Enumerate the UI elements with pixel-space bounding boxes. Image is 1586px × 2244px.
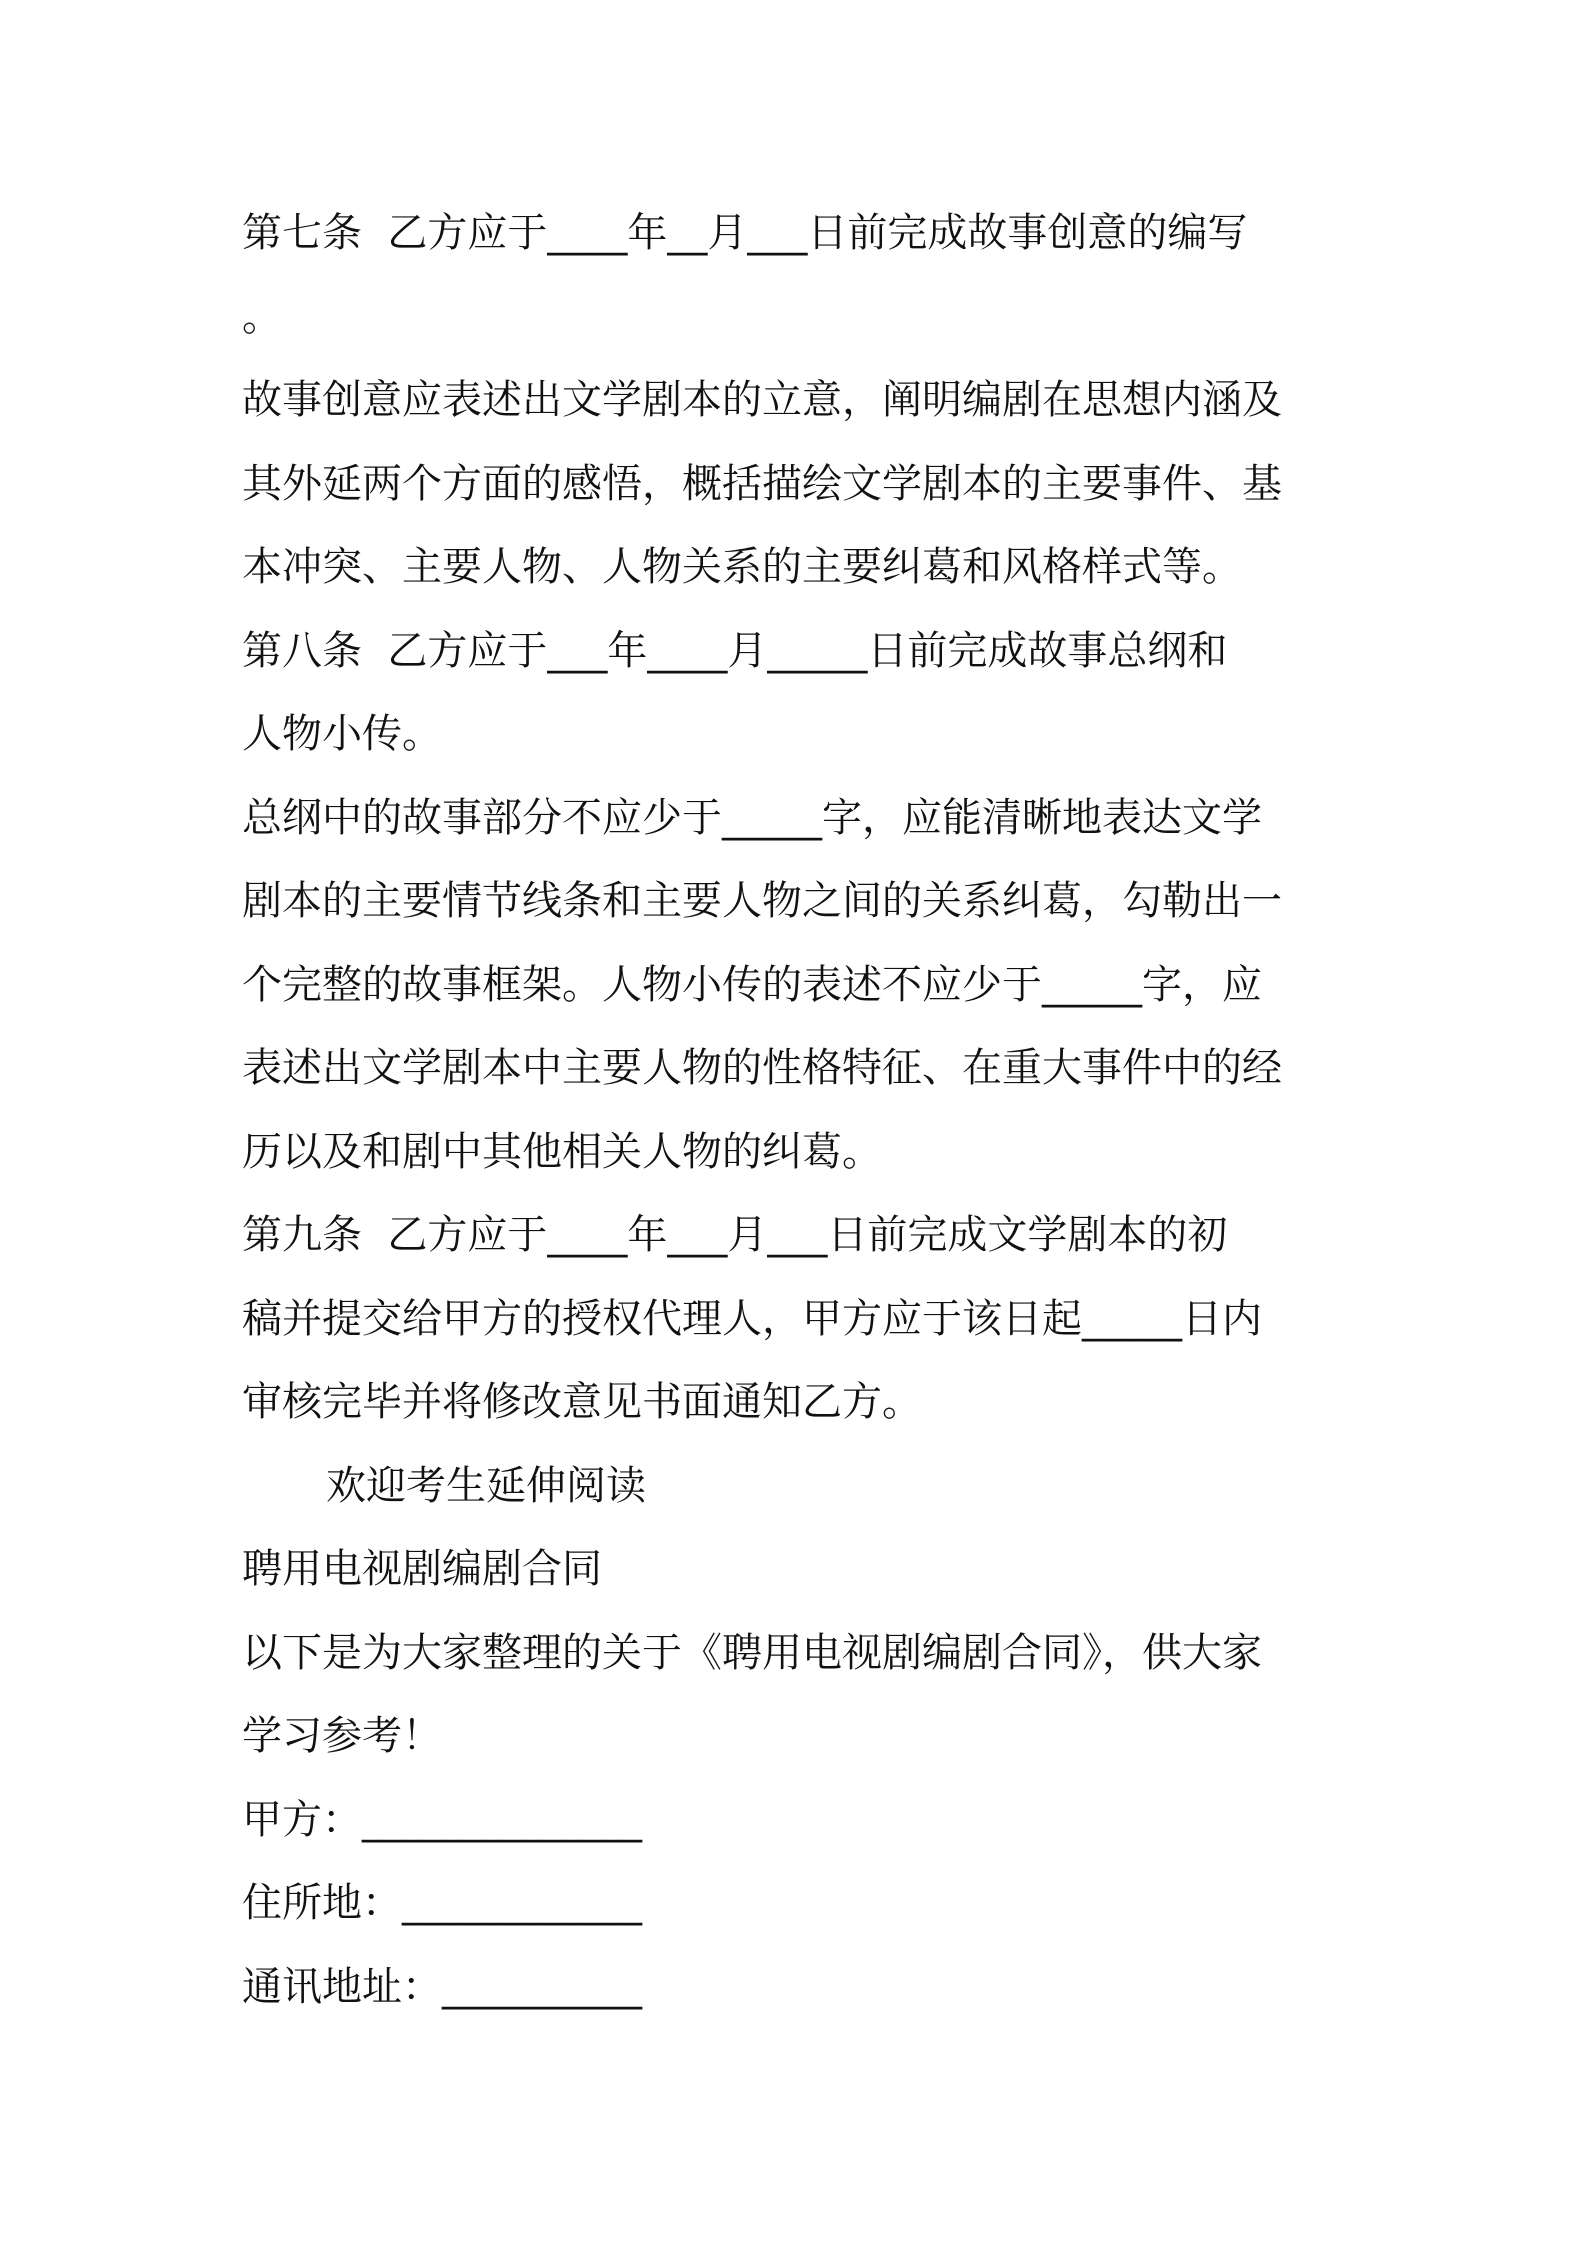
outline-paragraph-line-2: 剧本的主要情节线条和主要人物之间的关系纠葛，勾勒出一 xyxy=(242,878,1282,924)
article-8-line-2: 人物小传。 xyxy=(242,711,442,757)
party-a-field: 甲方：______________ xyxy=(242,1796,642,1843)
residence-field: 住所地：____________ xyxy=(242,1880,642,1926)
article-7-line-1: 第七条 乙方应于____年__月___日前完成故事创意的编写 xyxy=(242,210,1248,256)
article-7-line-2: 。 xyxy=(242,293,282,340)
outline-paragraph-line-3: 个完整的故事框架。人物小传的表述不应少于_____字，应 xyxy=(242,961,1262,1008)
article-9-line-1: 第九条 乙方应于____年___月___日前完成文学剧本的初 xyxy=(242,1212,1228,1258)
intro-line-1: 以下是为大家整理的关于《聘用电视剧编剧合同》，供大家 xyxy=(242,1629,1262,1676)
story-idea-paragraph-line-3: 本冲突、主要人物、人物关系的主要纠葛和风格样式等。 xyxy=(242,544,1242,590)
extended-reading-heading: 欢迎考生延伸阅读 xyxy=(326,1462,646,1509)
document-body xyxy=(242,192,1362,2029)
article-9-line-2: 稿并提交给甲方的授权代理人，甲方应于该日起_____日内 xyxy=(242,1295,1262,1342)
story-idea-paragraph-line-2: 其外延两个方面的感悟，概括描绘文学剧本的主要事件、基 xyxy=(242,460,1282,507)
mailing-address-field: 通讯地址：__________ xyxy=(242,1963,642,2010)
outline-paragraph-line-1: 总纲中的故事部分不应少于_____字，应能清晰地表达文学 xyxy=(242,794,1262,841)
article-8-line-1: 第八条 乙方应于___年____月_____日前完成故事总纲和 xyxy=(242,627,1228,674)
outline-paragraph-line-4: 表述出文学剧本中主要人物的性格特征、在重大事件中的经 xyxy=(242,1045,1282,1091)
intro-line-2: 学习参考！ xyxy=(242,1713,442,1759)
article-9-line-3: 审核完毕并将修改意见书面通知乙方。 xyxy=(242,1379,922,1425)
outline-paragraph-line-5: 历以及和剧中其他相关人物的纠葛。 xyxy=(242,1128,882,1175)
story-idea-paragraph-line-1: 故事创意应表述出文学剧本的立意，阐明编剧在思想内涵及 xyxy=(242,377,1282,423)
contract-title: 聘用电视剧编剧合同 xyxy=(242,1546,602,1592)
